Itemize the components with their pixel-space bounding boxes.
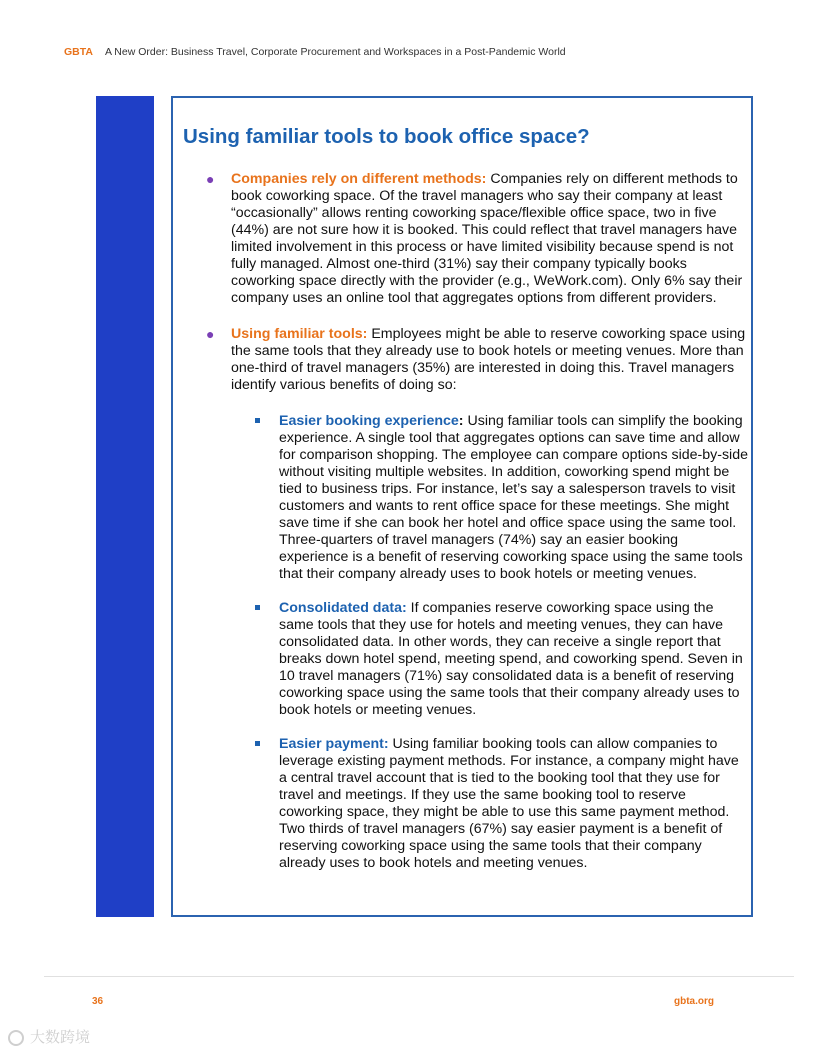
sub-bullet-text: Using familiar booking tools can allow companies to leverage existing payment methods. For instance, a company might have a central travel account that is tied to the booking tool that they use for travel and meetings. If they use the same booking tool to reserve coworking space, they might be able to use this same payment method. Two thirds of travel managers (67%) say easier payment is a benefit of reserving coworking space using the same tools that their company already uses to book hotels and meeting venues.: [279, 736, 739, 871]
square-bullet-icon: [255, 605, 260, 610]
sub-bullet-colon: :: [458, 413, 464, 429]
sub-bullet-text: If companies reserve coworking space using the same tools that they use for hotels and meeting venues, they can have consolidated data. In other words, they can receive a single report that breaks down hotel spend, meeting spend, and coworking spend. Seven in 10 travel managers (71%) say consolidated data is a benefit of reserving coworking space using the same tools that their company already uses to book hotels or meeting venues.: [279, 600, 743, 718]
watermark-logo-icon: [8, 1030, 24, 1046]
bullet-lead: Companies rely on different methods:: [231, 171, 487, 187]
watermark: [8, 1026, 90, 1047]
footer-site-link[interactable]: gbta.org: [674, 996, 714, 1007]
bullet-item: [183, 171, 748, 307]
page-header: [64, 46, 566, 58]
watermark-text: 大数跨境: [30, 1029, 91, 1046]
square-bullet-icon: [255, 741, 260, 746]
section-title: Using familiar tools to book office space?: [183, 125, 590, 148]
decorative-blue-bar: [96, 96, 154, 917]
sub-bullet-item: [183, 413, 748, 583]
bullet-dot-icon: ●: [206, 326, 215, 342]
page-number: 36: [92, 996, 104, 1007]
sub-bullet-lead: Easier payment:: [279, 736, 389, 752]
sub-bullet-item: [183, 736, 748, 872]
bullet-item: [183, 326, 748, 394]
bullet-text: Companies rely on different methods to book coworking space. Of the travel managers who say their company at least “occasionally” allows renting coworking space/flexible office space, two in five (44%) are not sure how it is booked. This could reflect that travel managers have limited involvement in this process or have limited visibility because spend is not fully managed. Almost one-third (31%) say their company typically books coworking space directly with the provider (e.g., WeWork.com). Only 6% say their company uses an online tool that aggregates options from different providers.: [231, 171, 743, 306]
sub-bullet-text: Using familiar tools can simplify the booking experience. A single tool that aggregates options can save time and allow for comparison shopping. The employee can compare options side-by-side without visiting multiple websites. In addition, coworking spend might be tied to business trips. For instance, let’s say a salesperson travels to visit customers and wants to rent office space for these meetings. She might save time if she can book her hotel and office space using the same tool. Three-quarters of travel managers (74%) say an easier booking experience is a benefit of reserving coworking space using the same tools that their company already uses to book hotels or meeting venues.: [279, 413, 748, 582]
header-title: A New Order: Business Travel, Corporate Procurement and Workspaces in a Post-Pandemic World: [104, 46, 566, 58]
sub-bullet-lead: Easier booking experience: [279, 413, 459, 429]
header-brand: GBTA: [64, 46, 93, 58]
square-bullet-icon: [255, 418, 260, 423]
bullet-lead: Using familiar tools:: [231, 326, 368, 342]
footer-divider: [44, 976, 794, 977]
bullet-text: Employees might be able to reserve coworking space using the same tools that they already use to book hotels or meeting venues. More than one-third of travel managers (35%) are interested in doing this. Travel managers identify various benefits of doing so:: [231, 326, 746, 393]
bullet-dot-icon: ●: [206, 171, 215, 187]
sub-bullet-lead: Consolidated data:: [279, 600, 407, 616]
section-content: [183, 124, 748, 889]
sub-bullet-item: [183, 600, 748, 719]
